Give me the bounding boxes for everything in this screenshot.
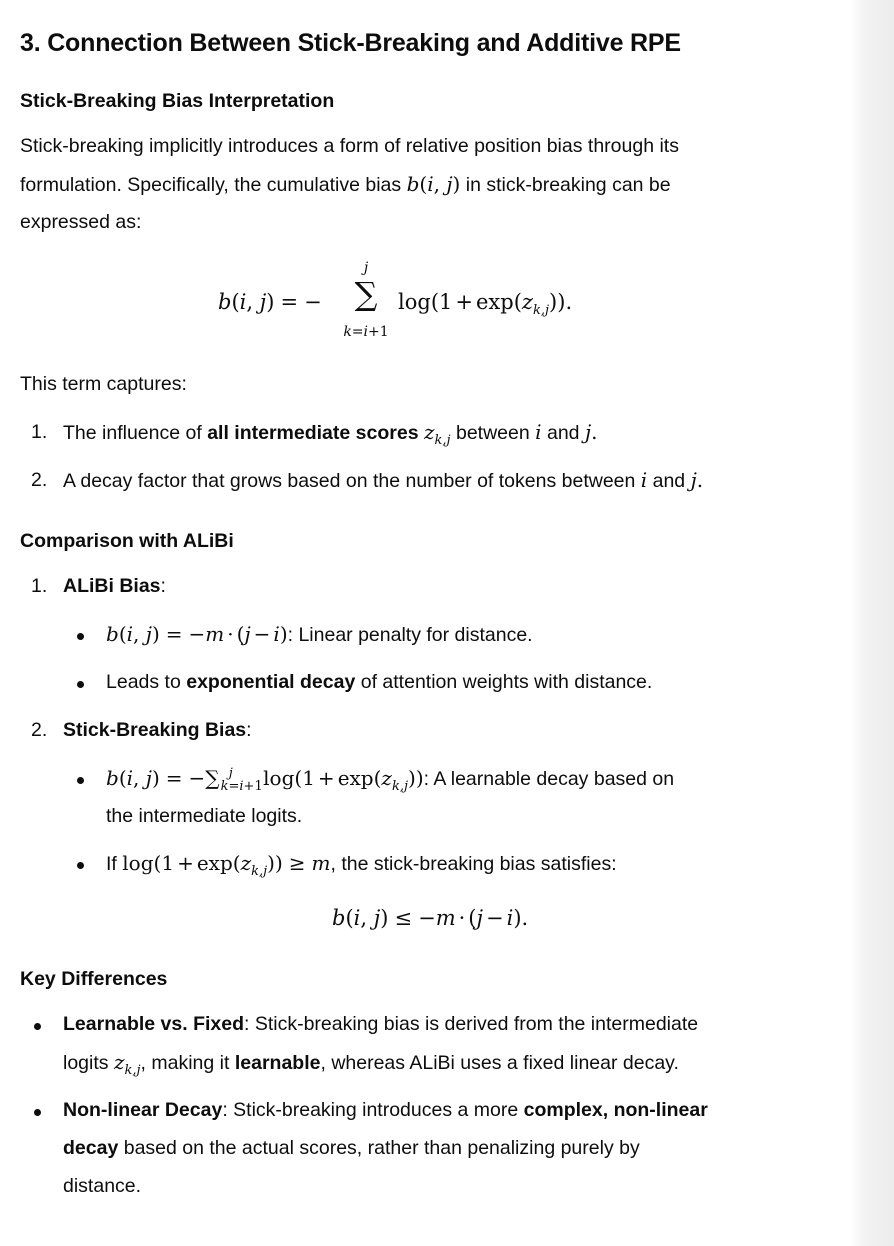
list-number: 2.	[31, 719, 48, 741]
text-run: in stick-breaking can be	[465, 174, 671, 196]
bullet-item: b(i, $j) = -\sum_{k=i+1}^j$ $\log(1 + \exp(z_{k,j}))$: A learnable decay based on	[106, 766, 675, 794]
bullet-item: b(i, j) = −m · (j − i): Linear penalty for distance.	[106, 622, 533, 646]
bullet-dot	[77, 777, 84, 784]
inline-math-logits: $z_{k,j}$	[113, 1050, 141, 1078]
section-title: 3. Connection Between Stick-Breaking and Additive RPE	[20, 29, 681, 57]
list-number: 1.	[31, 421, 48, 443]
list-item: ALiBi Bias:	[63, 575, 166, 597]
equation-lhs: b(i, j) = −	[218, 290, 322, 314]
sum-upper-limit: j	[363, 260, 369, 276]
captures-intro: This term captures:	[20, 373, 187, 395]
paragraph-line: Stick-breaking implicitly introduces a form of relative position bias through its	[20, 135, 679, 157]
list-number: 2.	[31, 469, 48, 491]
bullet-dot	[77, 681, 84, 688]
text-run: formulation. Specifically, the cumulative bias	[20, 174, 402, 196]
bullet-dot	[77, 633, 84, 640]
inline-math-condition: $\log(1 + \exp(z_{k,j})) \ge m$	[122, 851, 331, 879]
differences-heading: Key Differences	[20, 968, 168, 990]
display-equation-cumulative-bias	[218, 258, 638, 348]
bullet-item: Learnable vs. Fixed: Stick-breaking bias is derived from the intermediate	[63, 1013, 699, 1035]
equation-rhs: $\log(1 + \exp(z_{k,j}))$.	[398, 290, 573, 319]
list-number: 1.	[31, 575, 48, 597]
bullet-item: Leads to exponential decay of attention weights with distance.	[106, 671, 653, 693]
inline-math-alibi: b(i, j) = −m · (j − i)	[106, 622, 288, 646]
paragraph-line	[20, 166, 671, 204]
display-equation-inequality: b(i, j) ≤ −m · (j − i).	[332, 906, 529, 930]
inline-math-stick-breaking: b(i, $j) = -\sum_{k=i+1}^j$ $\log(1 + \exp(z_{k,j}))$	[106, 766, 424, 794]
sum-lower-limit: k=i+1	[343, 324, 389, 340]
bullet-item-continuation: logits $z_{k,j}$, making it learnable, whereas ALiBi uses a fixed linear decay.	[63, 1050, 679, 1078]
scrollbar-track[interactable]	[850, 0, 894, 1246]
bullet-item-continuation: the intermediate logits.	[106, 805, 303, 827]
list-item: The influence of all intermediate scores $z_{k,j}$ between i and j.	[63, 420, 598, 448]
list-item: Stick-Breaking Bias:	[63, 719, 252, 741]
bullet-item: Non-linear Decay: Stick-breaking introduces a more complex, non-linear	[63, 1099, 708, 1121]
sum-sign: ∑	[354, 275, 378, 313]
comparison-heading: Comparison with ALiBi	[20, 530, 234, 552]
interpretation-heading: Stick-Breaking Bias Interpretation	[20, 90, 335, 112]
bullet-dot	[77, 862, 84, 869]
bullet-dot	[34, 1109, 41, 1116]
inline-math-score: $z_{k,j}$	[423, 420, 451, 448]
bullet-item: If $\log(1 + \exp(z_{k,j})) \ge m$, the stick-breaking bias satisfies:	[106, 851, 617, 879]
bullet-item-continuation: decay based on the actual scores, rather than penalizing purely by	[63, 1137, 640, 1159]
inline-math-bias: b(i, j)	[406, 172, 461, 196]
list-item: A decay factor that grows based on the number of tokens between i and j.	[63, 468, 704, 492]
bullet-dot	[34, 1023, 41, 1030]
paragraph-line: expressed as:	[20, 211, 142, 233]
bullet-item-continuation: distance.	[63, 1175, 142, 1197]
